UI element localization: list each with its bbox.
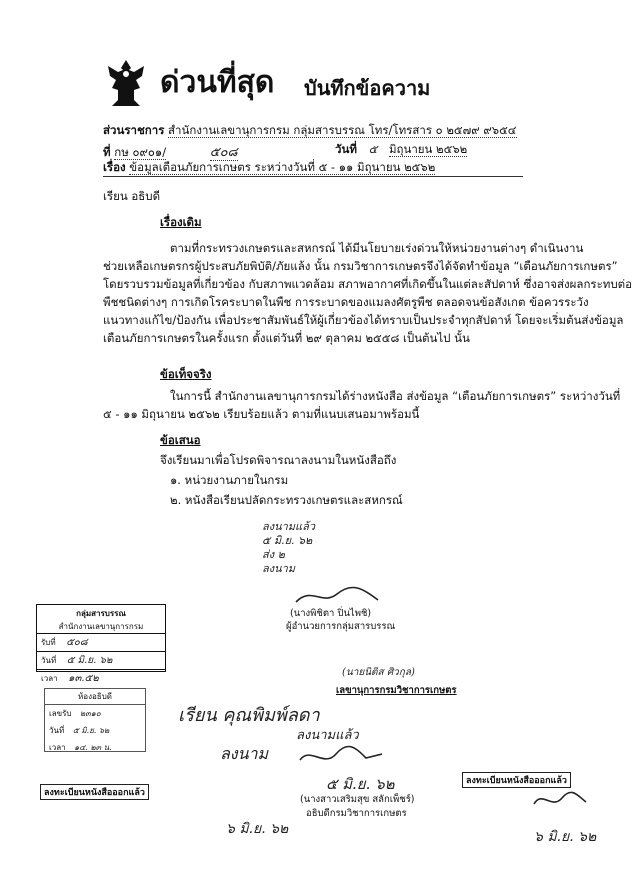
handwritten-number: ๕ มิ.ย. ๖๒ <box>326 775 395 793</box>
handwritten-done: ลงนามแล้ว <box>296 728 359 743</box>
sig2-title: เลขานุการกรมวิชาการเกษตร <box>336 685 457 696</box>
handnote-line: ลงนามแล้ว <box>262 520 316 533</box>
stamp2-row <box>45 705 145 722</box>
sig2-name: (นายนิติส ศิวกุล) <box>342 667 415 678</box>
sig3-title: อธิบดีกรมวิชาการเกษตร <box>306 808 407 819</box>
subject-value: ข้อมูลเตือนภัยการเกษตร ระหว่างวันที่ ๕ - ๑๑ มิถุนายน ๒๕๖๒ <box>129 160 436 174</box>
sig1-name: (นางพิชิตา ปิ่นไพชิ) <box>290 608 372 619</box>
signature-scribble-icon <box>292 584 382 608</box>
urgency-label: ด่วนที่สุด <box>160 65 275 100</box>
ref-handwritten-number: ๕๐๘ <box>209 145 238 160</box>
facts-heading: ข้อเท็จจริง <box>160 367 212 381</box>
handwritten-note <box>262 520 315 576</box>
stamp-label: วันที่ <box>49 726 65 735</box>
memo-title: บันทึกข้อความ <box>304 76 431 100</box>
ref-value: กษ ๐๙๐๑/ <box>114 145 167 159</box>
background-line: เตือนภัยการเกษตรในครั้งแรก ตั้งแต่วันที่ ๒๙ ตุลาคม ๒๕๕๘ เป็นต้นไป นั้น <box>103 331 470 345</box>
stamp-value: ๑๓.๕๒ <box>68 673 99 684</box>
footer-left-note: ลงทะเบียนหนังสือออกแล้ว <box>40 784 149 800</box>
proposal-item: ๑. หน่วยงานภายในกรม <box>170 473 289 487</box>
proposal-intro: จึงเรียนมาเพื่อโปรดพิจารณาลงนามในหนังสือถึง <box>160 453 397 467</box>
stamp-label: วันที่ <box>41 656 57 665</box>
facts-line: ๕ - ๑๑ มิถุนายน ๒๕๖๒ เรียบร้อยแล้ว ตามที่แนบเสนอมาพร้อมนี้ <box>103 407 420 421</box>
agency-value: สำนักงานเลขานุการกรม กลุ่มสารบรรณ โทร/โทรสาร ๐ ๒๕๗๙ ๙๖๕๔ <box>168 123 517 137</box>
stamp-label: เลขรับ <box>49 709 72 718</box>
stamp-label: เวลา <box>49 743 66 752</box>
stamp1-row <box>37 652 165 670</box>
sig3-name: (นางสาวเสริมสุข สลักเพ็ชร์) <box>300 794 415 805</box>
subject-line <box>103 159 435 177</box>
background-heading: เรื่องเดิม <box>160 215 202 229</box>
header-divider <box>103 176 523 177</box>
handwritten-date: ๖ มิ.ย. ๖๒ <box>534 829 597 845</box>
stamp-label: เวลา <box>41 674 58 683</box>
agency-line <box>103 122 523 140</box>
stamp-value: ๑๔. ๒๓ น. <box>74 743 112 752</box>
stamp-label: รับที่ <box>41 638 56 647</box>
stamp2-title: ห้องอธิบดี <box>45 689 145 705</box>
background-line: พืชชนิดต่างๆ การเกิดโรคระบาดในพืช การระบาดของแมลงศัตรูพืช ตลอดจนข้อสังเกต ข้อควรระวัง <box>103 295 589 309</box>
receipt-stamp-1 <box>36 604 166 684</box>
date-value: มิถุนายน ๒๕๖๒ <box>388 142 468 156</box>
handwritten-regards: เรียน คุณพิมพ์ลดา <box>178 705 320 726</box>
footer-right-note: ลงทะเบียนหนังสือออกแล้ว <box>462 772 571 788</box>
sig1-title: ผู้อำนวยการกลุ่มสารบรรณ <box>286 621 396 632</box>
stamp1-row <box>37 670 165 687</box>
salutation: เรียน อธิบดี <box>103 189 161 203</box>
stamp2-row <box>45 722 145 739</box>
signature-scribble-icon <box>296 742 386 768</box>
agency-label: ส่วนราชการ <box>103 123 165 137</box>
subject-label: เรื่อง <box>103 160 126 174</box>
stamp2-row <box>45 739 145 756</box>
handwritten-sign: ลงนาม <box>220 744 269 763</box>
date-line <box>335 141 467 159</box>
handnote-line: ๕ มิ.ย. ๖๒ <box>262 534 313 547</box>
background-line: โดยรวบรวมข้อมูลที่เกี่ยวข้อง กับสภาพแวดล้อม สภาพอากาศที่เกิดขึ้นในแต่ละสัปดาห์ ซึ่งอาจส่งผลกระทบต่อ <box>103 277 632 291</box>
garuda-emblem-icon <box>104 58 148 108</box>
proposal-item: ๒. หนังสือเรียนปลัดกระทรวงเกษตรและสหกรณ์ <box>170 493 403 507</box>
stamp1-subtitle: สำนักงานเลขานุการกรม <box>37 620 165 634</box>
date-label: วันที่ <box>335 142 357 156</box>
facts-line: ในการนี้ สำนักงานเลขานุการกรมได้ร่างหนังสือ ส่งข้อมูล “เตือนภัยการเกษตร” ระหว่างวันที่ <box>170 389 621 403</box>
background-line: แนวทางแก้ไข/ป้องกัน เพื่อประชาสัมพันธ์ให้ผู้เกี่ยวข้องได้ทราบเป็นประจำทุกสัปดาห์ โดยจะเริ่มต้นส่งข้อมูล <box>103 313 624 327</box>
stamp-value: ๕๐๘ <box>66 637 88 648</box>
handnote-line: ลงนาม <box>262 562 296 575</box>
stamp1-row <box>37 634 165 652</box>
receipt-stamp-2 <box>44 688 146 752</box>
stamp1-title: กลุ่มสารบรรณ <box>76 609 126 618</box>
date-day: ๕ <box>368 142 378 156</box>
ref-label: ที่ <box>103 145 111 159</box>
background-line: ช่วยเหลือเกษตรกรผู้ประสบภัยพิบัติ/ภัยแล้ง นั้น กรมวิชาการเกษตรจึงได้จัดทำข้อมูล “เตือนภัยการเกษตร” <box>103 259 618 273</box>
stamp-value: ๒๓๑๐ <box>80 709 101 718</box>
background-line: ตามที่กระทรวงเกษตรและสหกรณ์ ได้มีนโยบายเร่งด่วนให้หน่วยงานต่างๆ ดำเนินงาน <box>170 241 584 255</box>
signature-scribble-icon <box>530 788 590 812</box>
stamp-value: ๕ มิ.ย. ๖๒ <box>72 726 110 735</box>
handwritten-date: ๖ มิ.ย. ๖๒ <box>226 821 289 837</box>
handnote-line: ส่ง ๒ <box>262 548 285 561</box>
proposal-heading: ข้อเสนอ <box>160 433 201 447</box>
stamp-value: ๕ มิ.ย. ๖๒ <box>66 655 113 666</box>
